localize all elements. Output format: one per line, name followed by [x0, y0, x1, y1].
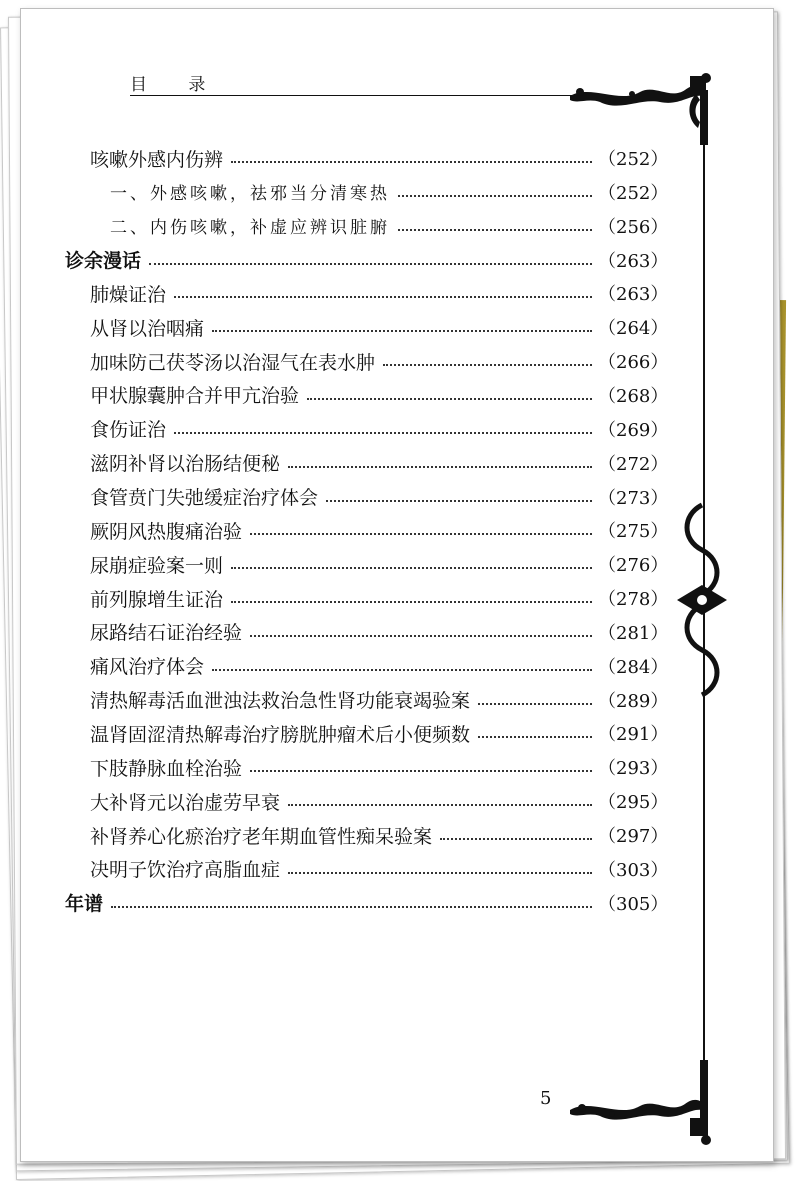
toc-entry-title: 前列腺增生证治 — [90, 588, 224, 611]
dot-leader — [250, 533, 592, 535]
dot-leader — [478, 703, 592, 705]
dot-leader — [174, 296, 592, 298]
dot-leader — [288, 872, 592, 874]
dot-leader — [231, 567, 592, 569]
dot-leader — [398, 195, 592, 197]
toc-entry-page: （281） — [598, 622, 669, 644]
toc-entry-title: 温肾固涩清热解毒治疗膀胱肿瘤术后小便频数 — [90, 723, 471, 746]
toc-entry-page: （268） — [598, 385, 669, 407]
toc-entry-page: （256） — [598, 216, 669, 238]
toc-entry-title: 大补肾元以治虚劳早衰 — [90, 791, 281, 814]
toc-entry-title: 咳嗽外感内伤辨 — [90, 148, 224, 171]
dot-leader — [398, 229, 592, 231]
toc-entry-page: （275） — [598, 521, 669, 543]
dot-leader — [288, 804, 592, 806]
toc-entry-title: 食伤证治 — [90, 419, 167, 442]
toc-entry-page: （293） — [598, 758, 669, 780]
toc-entry-title: 尿路结石证治经验 — [90, 622, 243, 645]
toc-entry-page: （269） — [598, 419, 669, 441]
toc-entry-title: 痛风治疗体会 — [90, 656, 205, 679]
dot-leader — [326, 500, 592, 502]
toc-entry-title: 年谱 — [65, 893, 104, 916]
dot-leader — [231, 601, 592, 603]
toc-entry-page: （272） — [598, 453, 669, 475]
toc-entry-page: （278） — [598, 589, 669, 611]
toc-entry-page: （263） — [598, 250, 669, 272]
toc-entry-title: 清热解毒活血泄浊法救治急性肾功能衰竭验案 — [90, 690, 471, 713]
toc-entry[interactable] — [0, 448, 800, 478]
toc-entry[interactable] — [0, 854, 800, 884]
corner-ornament-bottom-icon — [560, 1060, 720, 1150]
toc-entry-page: （303） — [598, 859, 669, 881]
toc-entry-page: （264） — [598, 318, 669, 340]
toc-entry[interactable] — [0, 549, 800, 579]
toc-entry-title: 诊余漫话 — [65, 250, 142, 273]
toc-entry-page: （284） — [598, 656, 669, 678]
toc-entry[interactable] — [0, 245, 800, 275]
toc-entry[interactable] — [0, 278, 800, 308]
toc-entry[interactable] — [0, 346, 800, 376]
page-number: 5 — [540, 1088, 552, 1109]
toc-entry[interactable] — [0, 211, 800, 241]
toc-entry-page: （266） — [598, 352, 669, 374]
toc-entry-title: 尿崩症验案一则 — [90, 554, 224, 577]
toc-entry-title: 下肢静脉血栓治验 — [90, 757, 243, 780]
toc-entry[interactable] — [0, 583, 800, 613]
toc-entry-title: 从肾以治咽痛 — [90, 317, 205, 340]
toc-entry-title: 厥阴风热腹痛治验 — [90, 520, 243, 543]
toc-entry[interactable] — [0, 380, 800, 410]
toc-entry-page: （273） — [598, 487, 669, 509]
toc-entry[interactable] — [0, 651, 800, 681]
toc-entry-title: 食管贲门失弛缓症治疗体会 — [90, 487, 319, 509]
toc-entry-page: （305） — [598, 893, 669, 915]
toc-entry-title: 滋阴补肾以治肠结便秘 — [90, 453, 281, 476]
toc-entry-page: （289） — [598, 690, 669, 712]
page-header-title: 目 录 — [130, 75, 224, 95]
toc-entry[interactable] — [0, 718, 800, 748]
toc-entry-title: 二、内伤咳嗽，补虚应辨识脏腑 — [110, 218, 390, 239]
toc-entry[interactable] — [0, 515, 800, 545]
toc-entry-page: （263） — [598, 284, 669, 306]
toc-entry-title: 一、外感咳嗽，祛邪当分清寒热 — [110, 184, 390, 205]
dot-leader — [250, 770, 592, 772]
toc-entry[interactable] — [0, 312, 800, 342]
dot-leader — [212, 669, 592, 671]
dot-leader — [174, 432, 592, 434]
header-rule — [130, 95, 580, 96]
dot-leader — [440, 838, 592, 840]
toc-entry-title: 决明子饮治疗高脂血症 — [90, 859, 281, 882]
dot-leader — [383, 364, 592, 366]
toc-entry[interactable] — [0, 685, 800, 715]
dot-leader — [478, 736, 592, 738]
dot-leader — [212, 330, 592, 332]
toc-entry[interactable] — [0, 820, 800, 850]
toc-entry[interactable] — [0, 786, 800, 816]
toc-entry-page: （295） — [598, 792, 669, 814]
toc-entry-page: （297） — [598, 826, 669, 847]
dot-leader — [307, 398, 592, 400]
toc-entry[interactable] — [0, 177, 800, 207]
dot-leader — [149, 263, 592, 265]
toc-entry[interactable] — [0, 888, 800, 918]
dot-leader — [250, 635, 592, 637]
toc-entry-page: （252） — [598, 149, 669, 170]
toc-entry-title: 肺燥证治 — [90, 283, 167, 306]
toc-entry-page: （291） — [598, 724, 669, 746]
corner-ornament-top-icon — [560, 70, 720, 150]
toc-entry-title: 补肾养心化瘀治疗老年期血管性痴呆验案 — [90, 825, 433, 848]
toc-entry-title: 加味防己茯苓汤以治湿气在表水肿 — [90, 351, 376, 374]
toc-entry[interactable] — [0, 752, 800, 782]
toc-entry[interactable] — [0, 414, 800, 444]
dot-leader — [288, 466, 592, 468]
toc-entry[interactable] — [0, 143, 800, 173]
dot-leader — [111, 906, 592, 908]
toc-entry[interactable] — [0, 617, 800, 647]
toc-entry-page: （276） — [598, 555, 669, 577]
toc-entry-page: （252） — [598, 182, 669, 204]
toc-entry[interactable] — [0, 482, 800, 512]
toc-entry-title: 甲状腺囊肿合并甲亢治验 — [90, 385, 300, 408]
dot-leader — [231, 161, 592, 163]
